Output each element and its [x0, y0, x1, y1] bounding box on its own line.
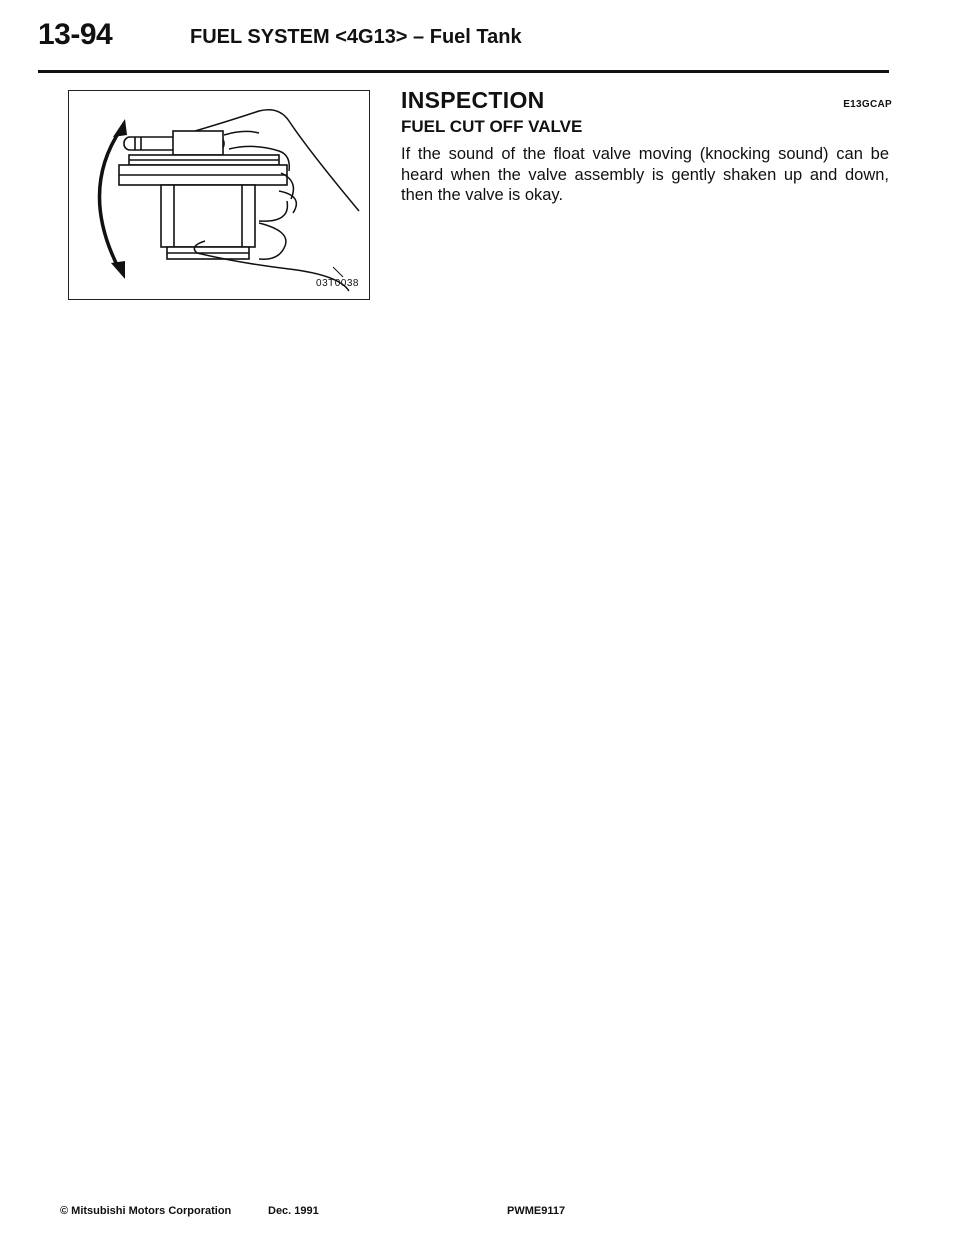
- footer-copyright: © Mitsubishi Motors Corporation: [60, 1205, 232, 1217]
- page-number: 13-94: [38, 18, 113, 51]
- section-heading: INSPECTION: [401, 87, 545, 113]
- section-code: E13GCAP: [843, 99, 892, 110]
- figure-code: 03T0038: [316, 278, 359, 289]
- sub-heading: FUEL CUT OFF VALVE: [401, 117, 583, 136]
- footer-date: Dec. 1991: [268, 1205, 319, 1217]
- inspection-body-text: If the sound of the float valve moving (knocking sound) can be heard when the valve assembly is gently shaken up and down, then the valve is okay.: [401, 145, 889, 204]
- double-headed-curved-arrow-icon: [99, 119, 127, 279]
- header-divider: [38, 70, 889, 73]
- footer-doc-code: PWME9117: [507, 1205, 566, 1217]
- page-title: FUEL SYSTEM <4G13> – Fuel Tank: [190, 26, 522, 48]
- figure-frame: [68, 90, 370, 300]
- hand-shaking-fuel-cut-off-valve-illustration: [69, 91, 369, 299]
- fuel-cut-off-valve-icon: [119, 131, 287, 259]
